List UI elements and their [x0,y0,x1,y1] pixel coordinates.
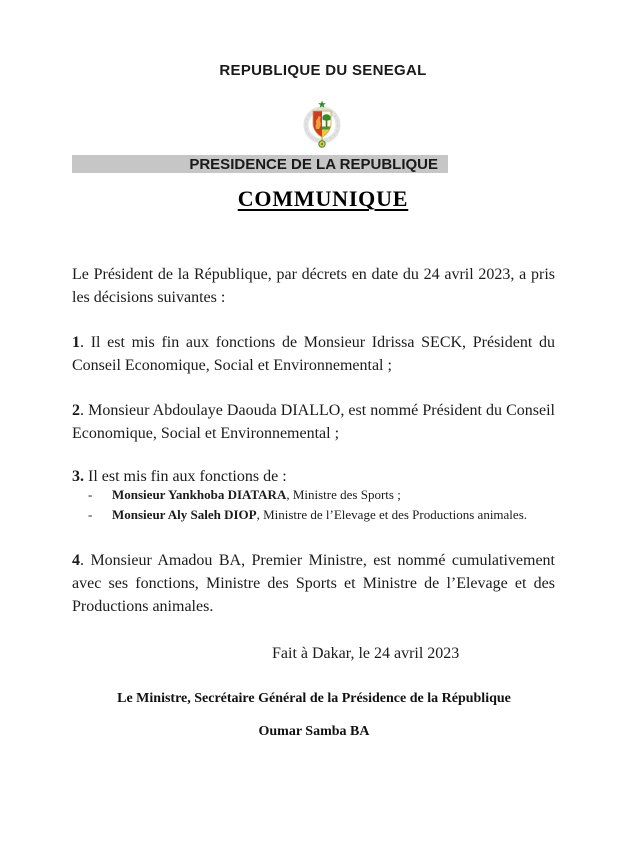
signatory-name: Oumar Samba BA [258,724,370,739]
dismissed-ministers-list [88,485,555,525]
dateline: Fait à Dakar, le 24 avril 2023 [272,645,460,662]
decree-item-2: 2. Monsieur Abdoulaye Daouda DIALLO, est nommé Président du Conseil Economique, Social et Environnemental ; [72,402,555,442]
list-item-text: Monsieur Aly Saleh DIOP, Ministre de l’Elevage et des Productions animales. [112,507,527,522]
senegal-coat-of-arms-icon [299,99,345,152]
decree-item-1: 1. Il est mis fin aux fonctions de Monsieur Idrissa SECK, Président du Conseil Economique, Social et Environnemental ; [72,334,555,374]
doc-title-text: COMMUNIQUE [237,186,409,211]
dash-bullet: - [88,487,93,502]
list-item [88,485,555,505]
intro-paragraph: Le Président de la République, par décrets en date du 24 avril 2023, a pris les décisions suivantes : [72,266,555,306]
institution-banner-label: PRESIDENCE DE LA REPUBLIQUE [189,155,438,173]
signatory-title: Le Ministre, Secrétaire Général de la Présidence de la République [117,691,511,706]
dash-bullet: - [88,507,93,522]
institution-banner [72,155,448,173]
list-item-text: Monsieur Yankhoba DIATARA, Ministre des Sports ; [112,487,401,502]
list-item [88,505,555,525]
decree-item-3: 3. Il est mis fin aux fonctions de : [72,468,287,485]
country-title: REPUBLIQUE DU SENEGAL [219,62,427,79]
doc-title [18,186,628,212]
decree-item-4: 4. Monsieur Amadou BA, Premier Ministre, est nommé cumulativement avec ses fonctions, Ministre des Sports et Ministre de l’Elevage et des Productions animales. [72,552,555,615]
